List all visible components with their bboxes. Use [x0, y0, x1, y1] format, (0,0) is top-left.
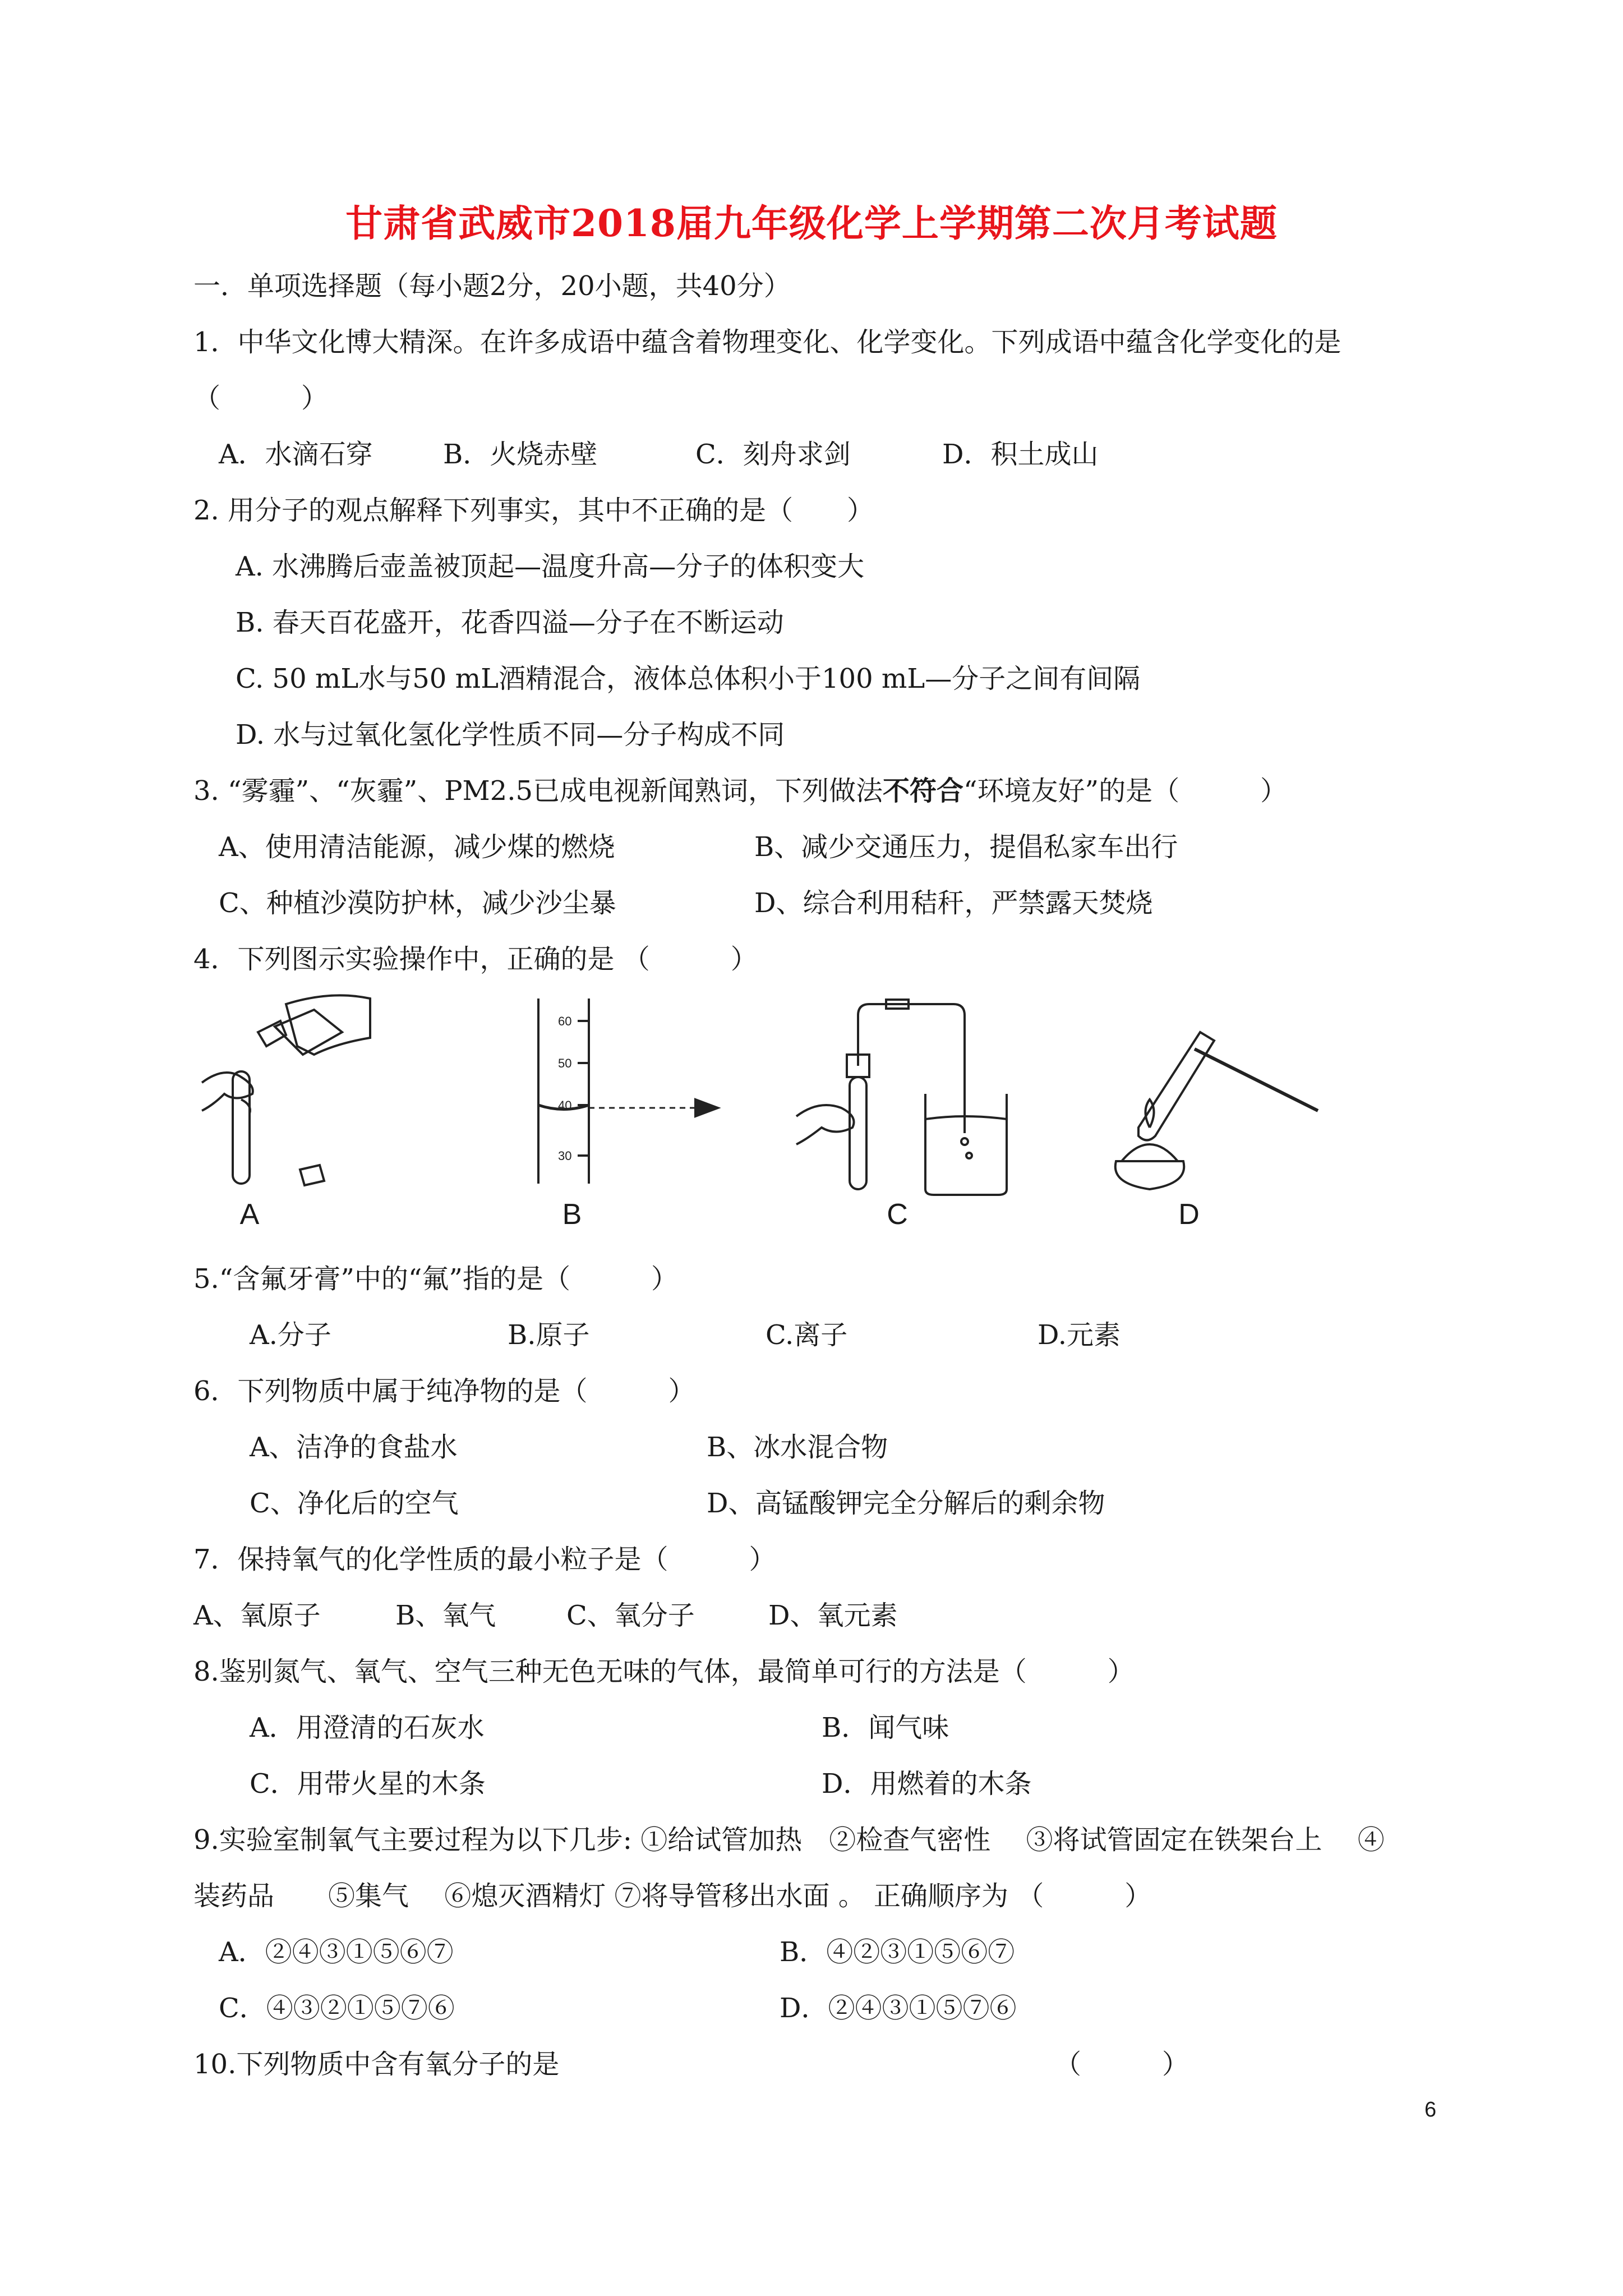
- q5-option-c: C.离子: [766, 1319, 848, 1351]
- q6-option-b: B、冰水混合物: [707, 1432, 888, 1463]
- q7-option-d: D、氧元素: [768, 1600, 898, 1631]
- q6-option-a: A、洁净的食盐水: [250, 1432, 458, 1463]
- cylinder-tick-60: 60: [558, 1014, 572, 1028]
- q5-option-d: D.元素: [1038, 1319, 1121, 1351]
- figure-d-label: D: [1178, 1198, 1200, 1231]
- q7-option-a: A、氧原子: [193, 1600, 321, 1631]
- q2-option-a: A. 水沸腾后壶盖被顶起—温度升高—分子的体积变大: [236, 551, 865, 582]
- q9-option-c: C．④③②①⑤⑦⑥: [219, 1993, 455, 2024]
- q9-option-a: A．②④③①⑤⑥⑦: [219, 1936, 454, 1968]
- figure-c-airtightness: [796, 993, 1032, 1206]
- q6-option-d: D、高锰酸钾完全分解后的剩余物: [707, 1488, 1105, 1519]
- q10-stem: 10.下列物质中含有氧分子的是: [193, 2049, 560, 2080]
- q1-stem: 1．中华文化博大精深。在许多成语中蕴含着物理变化、化学变化。下列成语中蕴含化学变化的是: [193, 326, 1341, 358]
- q7-option-c: C、氧分子: [566, 1600, 695, 1631]
- section-heading: 一．单项选择题（每小题2分，20小题，共40分）: [193, 270, 791, 302]
- q3-option-a: A、使用清洁能源，减少煤的燃烧: [219, 831, 615, 863]
- q8-option-b: B．闻气味: [822, 1712, 949, 1743]
- q10-blank: （ ）: [1054, 2049, 1189, 2080]
- q1-option-a: A．水滴石穿: [219, 439, 373, 470]
- q1-option-c: C．刻舟求剑: [695, 439, 851, 470]
- q3-stem: [193, 773, 1287, 809]
- q3-option-c: C、种植沙漠防护林，减少沙尘暴: [219, 887, 616, 919]
- q2-option-d: D. 水与过氧化氢化学性质不同—分子构成不同: [236, 719, 785, 751]
- q1-option-d: D．积土成山: [942, 439, 1099, 470]
- q3-option-d: D、综合利用秸秆，严禁露天焚烧: [754, 887, 1153, 919]
- q1-blank: （ ）: [193, 383, 329, 414]
- q7-option-b: B、氧气: [395, 1600, 496, 1631]
- q6-stem: 6．下列物质中属于纯净物的是（ ）: [193, 1375, 695, 1407]
- q8-option-d: D．用燃着的木条: [822, 1768, 1032, 1800]
- q9-stem-line1: 9.实验室制氧气主要过程为以下几步: ①给试管加热 ②检查气密性 ③将试管固定在铁架台上 ④: [193, 1824, 1385, 1856]
- q5-option-b: B.原子: [508, 1319, 590, 1351]
- figure-b-label: B: [562, 1198, 582, 1231]
- q1-option-b: B．火烧赤壁: [443, 439, 598, 470]
- cylinder-tick-50: 50: [558, 1056, 572, 1070]
- figure-c-label: C: [887, 1198, 908, 1231]
- figure-a-label: A: [239, 1198, 260, 1231]
- q3-stem-pre: 3. “雾霾”、“灰霾”、PM2.5已成电视新闻熟词，下列做法: [193, 775, 883, 807]
- q2-option-b: B. 春天百花盛开，花香四溢—分子在不断运动: [236, 607, 784, 638]
- q3-option-b: B、减少交通压力，提倡私家车出行: [754, 831, 1178, 863]
- q8-option-c: C．用带火星的木条: [250, 1768, 486, 1800]
- q4-stem: 4．下列图示实验操作中，正确的是 （ ）: [193, 944, 758, 975]
- q3-stem-bold: 不符合: [883, 775, 964, 807]
- q5-stem: 5.“含氟牙膏”中的“氟”指的是（ ）: [193, 1263, 678, 1295]
- figure-a-pouring: [202, 993, 415, 1195]
- q9-option-d: D．②④③①⑤⑦⑥: [780, 1993, 1017, 2024]
- q4-figures: [202, 993, 1380, 1240]
- page-title: 甘肃省武威市2018届九年级化学上学期第二次月考试题: [345, 201, 1278, 245]
- cylinder-tick-30: 30: [558, 1149, 572, 1163]
- q7-stem: 7．保持氧气的化学性质的最小粒子是（ ）: [193, 1544, 776, 1575]
- page-number: 6: [1424, 2098, 1437, 2122]
- q8-stem: 8.鉴别氮气、氧气、空气三种无色无味的气体，最简单可行的方法是（ ）: [193, 1656, 1135, 1687]
- q9-option-b: B．④②③①⑤⑥⑦: [780, 1936, 1015, 1968]
- figure-d-heating: [1110, 1015, 1346, 1195]
- q8-option-a: A．用澄清的石灰水: [250, 1712, 485, 1743]
- q6-option-c: C、净化后的空气: [250, 1488, 459, 1519]
- q9-stem-line2: 装药品 ⑤集气 ⑥熄灭酒精灯 ⑦将导管移出水面 。 正确顺序为 （ ）: [193, 1880, 1152, 1912]
- q2-stem: 2. 用分子的观点解释下列事实，其中不正确的是（ ）: [193, 495, 874, 526]
- figure-b-cylinder: [527, 993, 740, 1195]
- q2-option-c: C. 50 mL水与50 mL酒精混合，液体总体积小于100 mL—分子之间有间隔: [236, 663, 1141, 694]
- q5-option-a: A.分子: [250, 1319, 331, 1351]
- cylinder-tick-40: 40: [558, 1098, 572, 1112]
- q3-stem-post: “环境友好”的是（ ）: [963, 775, 1288, 807]
